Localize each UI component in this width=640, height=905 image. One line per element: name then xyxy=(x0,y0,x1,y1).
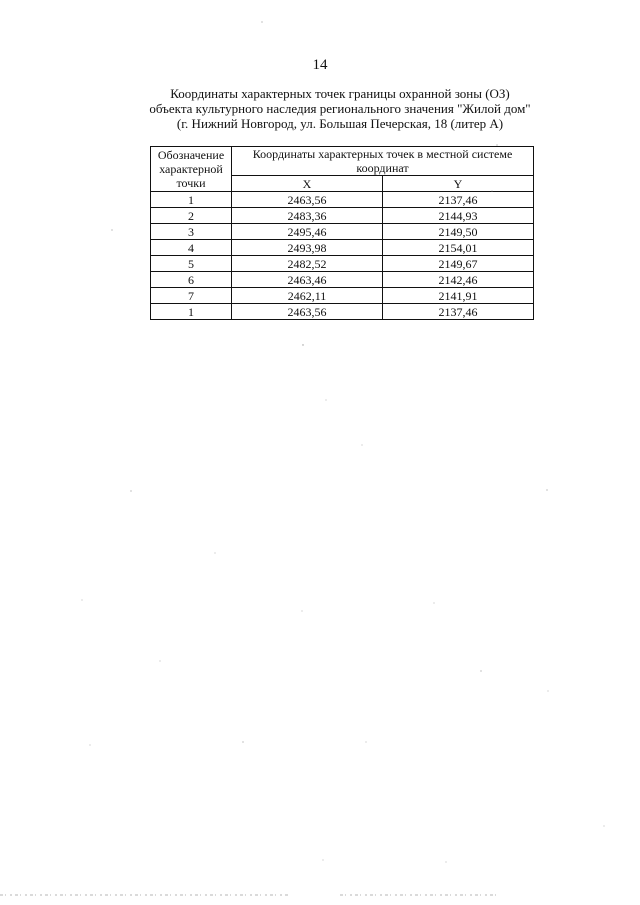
table-row xyxy=(151,224,534,240)
y-cell: 2149,67 xyxy=(383,256,534,272)
coordinates-table xyxy=(150,146,534,320)
table-body xyxy=(151,192,534,320)
point-cell: 3 xyxy=(151,224,232,240)
x-cell: 2483,36 xyxy=(232,208,383,224)
y-column-header: Y xyxy=(383,176,534,192)
y-cell: 2142,46 xyxy=(383,272,534,288)
point-cell: 4 xyxy=(151,240,232,256)
y-cell: 2141,91 xyxy=(383,288,534,304)
point-cell: 5 xyxy=(151,256,232,272)
table-row xyxy=(151,256,534,272)
document-title xyxy=(140,86,540,131)
page-number: 14 xyxy=(312,57,328,73)
title-line-2: объекта культурного наследия регионального значения "Жилой дом" xyxy=(149,101,531,116)
table-row xyxy=(151,272,534,288)
table-row xyxy=(151,288,534,304)
x-cell: 2482,52 xyxy=(232,256,383,272)
scan-edge-noise xyxy=(0,893,640,897)
table-row xyxy=(151,304,534,320)
x-cell: 2493,98 xyxy=(232,240,383,256)
y-cell: 2144,93 xyxy=(383,208,534,224)
x-cell: 2463,56 xyxy=(232,304,383,320)
point-cell: 2 xyxy=(151,208,232,224)
x-column-header: X xyxy=(232,176,383,192)
x-cell: 2463,46 xyxy=(232,272,383,288)
point-cell: 7 xyxy=(151,288,232,304)
x-cell: 2462,11 xyxy=(232,288,383,304)
point-cell: 1 xyxy=(151,192,232,208)
table-header xyxy=(151,147,534,192)
point-cell: 6 xyxy=(151,272,232,288)
header-row-1 xyxy=(151,147,534,176)
table-row xyxy=(151,208,534,224)
title-line-3: (г. Нижний Новгород, ул. Большая Печерская, 18 (литер А) xyxy=(176,116,504,131)
x-cell: 2495,46 xyxy=(232,224,383,240)
title-line-1: Координаты характерных точек границы охранной зоны (ОЗ) xyxy=(170,86,510,101)
y-cell: 2149,50 xyxy=(383,224,534,240)
point-cell: 1 xyxy=(151,304,232,320)
coordinates-column-header: Координаты характерных точек в местной системе координат xyxy=(232,147,534,176)
table-row xyxy=(151,192,534,208)
y-cell: 2154,01 xyxy=(383,240,534,256)
point-column-header: Обозначение характерной точки xyxy=(151,147,232,192)
x-cell: 2463,56 xyxy=(232,192,383,208)
y-cell: 2137,46 xyxy=(383,192,534,208)
table-row xyxy=(151,240,534,256)
y-cell: 2137,46 xyxy=(383,304,534,320)
